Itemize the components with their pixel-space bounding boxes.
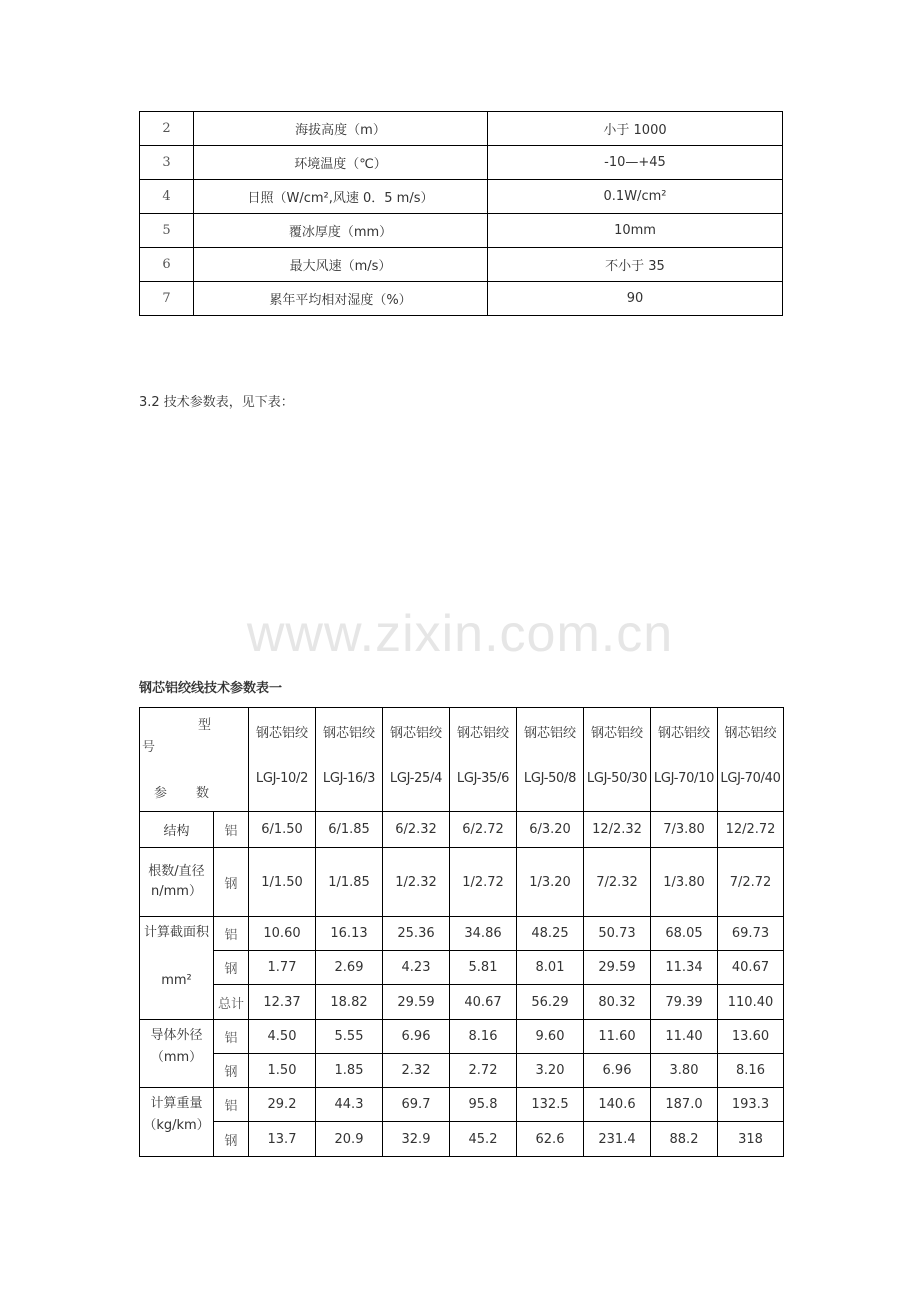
env-row-parameter: 环境温度（℃） (194, 146, 488, 180)
weight-label-line2: （kg/km） (143, 1118, 210, 1133)
value-cell: 68.05 (651, 917, 718, 951)
model-name: 钢芯铝绞 (322, 726, 375, 741)
area-label-line2: mm² (161, 973, 192, 988)
diameter-label-line1: 导体外径 (150, 1028, 203, 1043)
model-name: 钢芯铝绞 (255, 726, 308, 741)
value-cell: 2.69 (316, 951, 383, 985)
env-row-number: 2 (140, 112, 194, 146)
env-row-parameter: 覆冰厚度（mm） (194, 214, 488, 248)
env-row-parameter: 日照（W/cm²,风速 0．5 m/s） (194, 180, 488, 214)
diameter-al-row (140, 1020, 784, 1054)
value-cell: 40.67 (450, 985, 517, 1020)
value-cell: 6/3.20 (517, 812, 584, 848)
value-cell: 1/3.20 (517, 848, 584, 917)
model-code: LGJ-70/40 (720, 771, 781, 786)
diameter-al-label: 铝 (214, 1020, 249, 1054)
structure-st-row (140, 848, 784, 917)
model-code: LGJ-35/6 (456, 771, 510, 786)
value-cell: 4.50 (249, 1020, 316, 1054)
value-cell: 13.60 (718, 1020, 784, 1054)
value-cell: 12/2.72 (718, 812, 784, 848)
value-cell: 1/3.80 (651, 848, 718, 917)
area-al-label: 铝 (214, 917, 249, 951)
value-cell: 4.23 (383, 951, 450, 985)
corner-label-model-1: 型 (198, 718, 212, 733)
value-cell: 16.13 (316, 917, 383, 951)
value-cell: 2.72 (450, 1054, 517, 1088)
diameter-label (140, 1020, 214, 1088)
env-row-number: 3 (140, 146, 194, 180)
value-cell: 1/2.72 (450, 848, 517, 917)
environment-conditions-table (139, 111, 783, 316)
structure-count-line2: n/mm） (151, 884, 202, 899)
value-cell: 32.9 (383, 1122, 450, 1157)
model-header (316, 708, 383, 812)
value-cell: 12/2.32 (584, 812, 651, 848)
value-cell: 11.60 (584, 1020, 651, 1054)
model-header (517, 708, 584, 812)
value-cell: 48.25 (517, 917, 584, 951)
diameter-st-label: 钢 (214, 1054, 249, 1088)
value-cell: 9.60 (517, 1020, 584, 1054)
value-cell: 12.37 (249, 985, 316, 1020)
weight-label (140, 1088, 214, 1157)
section-heading: 3.2 技术参数表，见下表： (139, 395, 294, 410)
value-cell: 5.55 (316, 1020, 383, 1054)
value-cell: 56.29 (517, 985, 584, 1020)
value-cell: 11.40 (651, 1020, 718, 1054)
env-row-value: 小于 1000 (488, 112, 783, 146)
env-row (140, 282, 783, 316)
value-cell: 1/1.50 (249, 848, 316, 917)
model-code: LGJ-10/2 (255, 771, 309, 786)
value-cell: 25.36 (383, 917, 450, 951)
env-row-parameter: 累年平均相对湿度（%） (194, 282, 488, 316)
value-cell: 95.8 (450, 1088, 517, 1122)
value-cell: 318 (718, 1122, 784, 1157)
model-name: 钢芯铝绞 (456, 726, 509, 741)
structure-count-label (140, 848, 214, 917)
value-cell: 193.3 (718, 1088, 784, 1122)
value-cell: 6.96 (584, 1054, 651, 1088)
value-cell: 7/3.80 (651, 812, 718, 848)
env-row (140, 146, 783, 180)
value-cell: 2.32 (383, 1054, 450, 1088)
corner-label-model-2: 号 (142, 740, 156, 755)
value-cell: 3.80 (651, 1054, 718, 1088)
value-cell: 7/2.32 (584, 848, 651, 917)
value-cell: 1.85 (316, 1054, 383, 1088)
value-cell: 8.01 (517, 951, 584, 985)
value-cell: 69.7 (383, 1088, 450, 1122)
model-header (383, 708, 450, 812)
value-cell: 11.34 (651, 951, 718, 985)
value-cell: 18.82 (316, 985, 383, 1020)
value-cell: 80.32 (584, 985, 651, 1020)
value-cell: 29.2 (249, 1088, 316, 1122)
technical-parameters-table (139, 707, 784, 1157)
model-header (718, 708, 784, 812)
value-cell: 34.86 (450, 917, 517, 951)
model-name: 钢芯铝绞 (724, 726, 777, 741)
model-code: LGJ-25/4 (389, 771, 443, 786)
corner-cell (140, 708, 249, 812)
model-name: 钢芯铝绞 (389, 726, 442, 741)
value-cell: 8.16 (718, 1054, 784, 1088)
value-cell: 231.4 (584, 1122, 651, 1157)
value-cell: 5.81 (450, 951, 517, 985)
env-row-value: 10mm (488, 214, 783, 248)
env-row-parameter: 最大风速（m/s） (194, 248, 488, 282)
value-cell: 20.9 (316, 1122, 383, 1157)
value-cell: 187.0 (651, 1088, 718, 1122)
model-header (651, 708, 718, 812)
area-total-row (140, 985, 784, 1020)
area-total-label: 总计 (214, 985, 249, 1020)
value-cell: 40.67 (718, 951, 784, 985)
model-code: LGJ-16/3 (322, 771, 376, 786)
value-cell: 8.16 (450, 1020, 517, 1054)
weight-st-row (140, 1122, 784, 1157)
value-cell: 44.3 (316, 1088, 383, 1122)
value-cell: 6.96 (383, 1020, 450, 1054)
value-cell: 29.59 (584, 951, 651, 985)
area-label (140, 917, 214, 1020)
value-cell: 6/2.32 (383, 812, 450, 848)
env-row-parameter: 海拔高度（m） (194, 112, 488, 146)
value-cell: 88.2 (651, 1122, 718, 1157)
model-code: LGJ-50/30 (586, 771, 648, 786)
value-cell: 1.50 (249, 1054, 316, 1088)
value-cell: 1.77 (249, 951, 316, 985)
value-cell: 3.20 (517, 1054, 584, 1088)
diameter-st-row (140, 1054, 784, 1088)
value-cell: 140.6 (584, 1088, 651, 1122)
area-st-row (140, 951, 784, 985)
table-title: 钢芯铝绞线技术参数表一 (139, 681, 283, 696)
weight-al-row (140, 1088, 784, 1122)
structure-al-label: 铝 (214, 812, 249, 848)
model-header (584, 708, 651, 812)
value-cell: 45.2 (450, 1122, 517, 1157)
env-row-number: 4 (140, 180, 194, 214)
model-code: LGJ-70/10 (653, 771, 715, 786)
env-row-number: 7 (140, 282, 194, 316)
value-cell: 6/1.50 (249, 812, 316, 848)
value-cell: 62.6 (517, 1122, 584, 1157)
model-name: 钢芯铝绞 (523, 726, 576, 741)
area-al-row (140, 917, 784, 951)
corner-label-param-2: 数 (196, 786, 210, 801)
corner-label-param-1: 参 (154, 786, 168, 801)
header-row (140, 708, 784, 812)
weight-al-label: 铝 (214, 1088, 249, 1122)
value-cell: 110.40 (718, 985, 784, 1020)
model-code: LGJ-50/8 (523, 771, 577, 786)
value-cell: 7/2.72 (718, 848, 784, 917)
watermark: www.zixin.com.cn (246, 605, 674, 663)
value-cell: 29.59 (383, 985, 450, 1020)
env-row-number: 6 (140, 248, 194, 282)
diameter-label-line2: （mm） (150, 1050, 203, 1065)
structure-label: 结构 (140, 812, 214, 848)
env-row-value: -10—+45 (488, 146, 783, 180)
value-cell: 13.7 (249, 1122, 316, 1157)
value-cell: 10.60 (249, 917, 316, 951)
env-row (140, 112, 783, 146)
env-row (140, 248, 783, 282)
area-label-line1: 计算截面积 (143, 925, 209, 940)
value-cell: 69.73 (718, 917, 784, 951)
env-row-number: 5 (140, 214, 194, 248)
env-row-value: 90 (488, 282, 783, 316)
value-cell: 79.39 (651, 985, 718, 1020)
model-header (249, 708, 316, 812)
value-cell: 1/1.85 (316, 848, 383, 917)
weight-st-label: 钢 (214, 1122, 249, 1157)
env-row (140, 180, 783, 214)
area-st-label: 钢 (214, 951, 249, 985)
model-header (450, 708, 517, 812)
value-cell: 6/2.72 (450, 812, 517, 848)
value-cell: 132.5 (517, 1088, 584, 1122)
model-name: 钢芯铝绞 (590, 726, 643, 741)
value-cell: 1/2.32 (383, 848, 450, 917)
structure-al-row (140, 812, 784, 848)
structure-count-line1: 根数/直径 (148, 864, 205, 879)
weight-label-line1: 计算重量 (150, 1096, 203, 1111)
model-name: 钢芯铝绞 (657, 726, 710, 741)
structure-st-label: 钢 (214, 848, 249, 917)
env-row-value: 不小于 35 (488, 248, 783, 282)
env-row (140, 214, 783, 248)
value-cell: 50.73 (584, 917, 651, 951)
env-row-value: 0.1W/cm² (488, 180, 783, 214)
value-cell: 6/1.85 (316, 812, 383, 848)
